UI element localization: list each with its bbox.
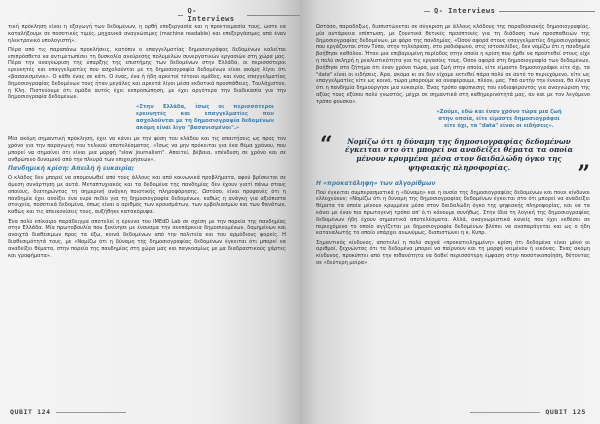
right-paragraph-1: Ωστόσο, παραδόξως, διαπιστώνεται σε σύγκριση με άλλους κλάδους της παραδοσιακής δημοσιογραφίας, μία αυτάρκεια επίπτωση, με ζουντικά θετικές προοπτικές για τη διάδοση των προσπαθειών της δημοσιογραφίας δεδομένων, με φόρο της πανδημίας. «Όσον αφορά στους επαγγελματίες δημοσιογράφους που εργάζονται στον Τύπο, στην τηλεόραση, στο ραδιόφωνο, στις ιστοσελίδες, δεν νομίζω ότι η πανδημία βοήθησε καθόλου. Ήταν μια επιβαρυμένη περίοδος στην οποία η κρίση που ήρθε να προστεθεί στους είχε η πολύ σκληρή η ρεαλιστικότητα για τις εργασίες τους. Όσον αφορά στη δημοσιογραφία των δεδομένων, βοήθησε στο ζήτημα ότι έναν χρόνο τώρα, μια ζωή στην οποία, είτε είμαστε δημοσιογράφοι είτε όχι, τα "data" είναι οι ειδήσεις. Άρα, ακόμα κι αν δεν είχαμε εκτεθεί πάρα πολύ σε αυτό το περιεχόμενο, είτε ως επαγγελματίες είτε ως κοινό, τώρα μπορούμε να αναφέρουμε, πλέον, μας. Υπό αυτήν την έννοια, θα έλεγα ότι η πανδημία δημιούργησε μια ευκαιρία. Ένας τρόπο αφύπνισης του ενδιαφέροντός για αναγνώριση της αξίας τους εξίσου πολύ γνωστός, μέχρι σε σημαντικά στη καθημερινότητά μας, αν και με τον λεγόμενο τρόπο φουσκα». [316, 24, 590, 105]
left-paragraph-4: Ο κλάδος δεν μπορεί να απομονωθεί από τους άλλους και από κοινωνικά προβλήματα, αφού βρίσκεται σε άμεση συνάρτηση με αυτά. Μεταπτυχιακός και τα δεδομένα της πανδημίας δεν έχουν γιατί πάνω στους οποίους, διατηρώντας τη σημερινή ανάγκη ποιοτικής πληροφόρησης. Ωστόσο, είναι προφανές ότι η πανδημία έχει ανοίξει ένα ευρύ πεδίο για τη δημοσιογραφία δεδομένων, καθώς η ανάγκη για αξιόπιστα στοιχεία, ποσοτικά δεδομένα, όπως είναι ο αριθμός των κρουσμάτων, των εμβολιασμών και των θανάτων, καθώς και τις απεικονίσεις τους, αυξήθηκε κατακόρυφα. [8, 175, 286, 216]
right-page-footer [470, 408, 586, 416]
right-pull-quote: «Ζούμε, εδώ και έναν χρόνο τώρα μια ζωή στην οποία, είτε είμαστε δημοσιογράφοι είτε όχι, τα "data" είναι οι ειδήσεις». [436, 108, 562, 129]
big-quote-text: Νομίζω ότι η δύναμη της δημοσιογραφίας δεδομένων έγκειται στο ότι μπορεί να αναδείξει θέματα τα οποία μένουν κρυμμένα μέσα στον δαιδαλώδη όγκο της ψηφιακής πληροφορίας. [344, 136, 574, 172]
right-paragraph-3: Σημαντικός κίνδυνος, αποτελεί η πολύ συχνά «προκατειλημμένη» κρίση ότι δεδομένα είναι μόνο οι αριθμοί, ξεχνώντας ότι τα δεδομένα μπορεί να παίρνουν και τη μορφή κειμένου ή εικόνας. Ένας ακόμη κίνδυνος, προκύπτει από την πιθανότητα να δοθεί περισσότερη έμφαση στην ποσοτικοποίηση, θέτοντας σε «δεύτερη μοίρα» [316, 239, 590, 267]
header-rule [424, 11, 430, 12]
left-pull-quote: «Στην Ελλάδα, ίσως οι περισσότεροι ερευνητές και επαγγελματίες που ασχολούνται με τη δημοσιογραφία δεδομένων ακόμη είναι λίγο "βασανισμένοι".» [136, 104, 274, 132]
footer-rule [56, 412, 126, 413]
left-paragraph-2: Πέρα από τις παραπάνω προκλήσεις, κατόπιν ο επαγγελματίας δημοσιογράφος δεδομένων καλείται επιπρόσθετα να αντιμετωπίσει τη δυσκολία ανεύρεσης πολυμελών συνεργατικών εργασιών στη χώρα μας. Πέρα την αναγνώριση της ύπαρξης της επιστήμης των δεδομένων στην Ελλάδα, οι περισσότεροι ερευνητές και επαγγελματίες που ασχολούνται με τη δημοσιογραφία δεδομένων είναι ακόμη λίγοι ότι «βασανισμένοι». Ο κάθε ένας σε κάτι. Ο ένας, ένα ή ήδη αρκετοί τέτοιοι ομάδες, και ένας επαγγελματίας δημοσιογραφίας δεδομένων τους ήταν μεγάλες και αρκετά λίγοι μέσα εκδοτικά προσπάθειες. Τουλάχιστον, η Κλη. Πιστεύουμε ότι ομάδα αυτός έχει εκπροσώπηση, με έχει αργότερα την διαδικασία για την δημοσιογραφία δεδομένων. [8, 46, 286, 101]
left-subheading: Πανδημική κρίση: Απειλή ή ευκαιρία; [8, 165, 135, 173]
left-page-footer [10, 408, 126, 416]
footer-rule [470, 412, 540, 413]
left-paragraph-1: τική πρόκληση είναι η εξαγωγή των δεδομένων, η ορθή επεξεργασία και η προετοιμασία τους, ώστε να καταλήξουμε σε ποσοτικές τιμές, μηχανικά αναγνώσιμες (machine readable) και επεξεργάσιμες από έναν ηλεκτρονικό υπολογιστή». [8, 24, 286, 44]
right-page-header [424, 7, 595, 15]
open-quote-mark: “ [320, 131, 333, 158]
header-rule [499, 11, 595, 12]
left-header-title: Q- Interviews [187, 7, 235, 23]
right-text-column [316, 24, 590, 269]
right-page [300, 0, 600, 424]
right-subheading: Η «προκατάληψη» των αλγορίθμων [316, 179, 436, 187]
left-page-header [178, 7, 300, 23]
right-paragraph-2: Πού έγκειται συμπερασματικά η «δύναμη» και η ουσία της δημοσιογραφίας δεδομένων και ποιοι κίνδυνοι ελλοχεύουν; «Νομίζω ότι η δύναμη της δημοσιογραφίας δεδομένων έγκειται στο ότι μπορεί να αναδείξει θέματα τα οποία μένουν κρυμμένα μέσα στον δαιδαλώδη όγκο της ψηφιακής πληροφορίας, και να τα κάνει με έναν πιο πρωτογενή τρόπο απ' ό,τι κάνουμε συνήθως. Στην ίδια τη λογική της δημοσιογραφίας δεδομένων ήδη έχουν σημαντικά αποτελέσματα. Αλλά, αναγνωριστικά κανείς που έχει εκθέσει σε περιεχόμενο το οποίο αγγίζεται με δημοσιογραφία δεδομένων βλέπει να αναπαράγεται και ως ο ήδη καταναλωτής το οποίο υπάρχει ανωνύμως, διαπιστώνει η κ. Κυπρ. [316, 189, 590, 237]
left-paragraph-3: Μία ακόμη σημαντική πρόκληση, έχει να κάνει με την φύση του κλάδου και τις απαιτήσεις ως προς τον χρόνο για την παραγωγή του τελικού αποτελέσματος. «Ίσως να μην πρόκειται για ένα θέμα χρόνου, που μπορεί να σημαίνει ότι είναι μια μορφή "slow journalism". Απαιτεί, βέβαια, επένδυση σε χρόνο και σε ανθρώπινο δυναμικό από την πλευρά των επιχειρήσεων». [8, 136, 286, 163]
left-text-column [8, 24, 286, 262]
header-rule [247, 15, 300, 16]
right-page-number: QUBIT 125 [545, 408, 586, 416]
left-page-number: QUBIT 124 [10, 408, 51, 416]
left-paragraph-5: Ένα πολύ επίκαιρο παράδειγμα αποτελεί η έρευνα του iMEdD Lab σε σχέση με την πορεία της πανδημίας στην Ελλάδα. Μία πρωτοβουλία που ξεκίνησε με έναυσμα την ανεπάρκεια δημοσιευμένων, δομημένων και ανοιχτά διαθέσιμων προς τα έξω, κοινά δεδομένων από την πολιτεία και του αρμόδιους φορείς. Η διαθεσιμότητά τους, με «Νομίζω ότι η δύναμη της δημοσιογραφίας δεδομένων έγκειται ότι μπορεί να αναδείξει θέματα, στην πορεία της πανδημίας στη χώρα μας και παγκοσμίως με μα διαδραστικούς χάρτες και γραφήματα». [8, 218, 286, 259]
header-rule [178, 15, 183, 16]
right-header-title: Q- Interviews [434, 7, 496, 15]
close-quote-mark: ” [577, 160, 590, 187]
